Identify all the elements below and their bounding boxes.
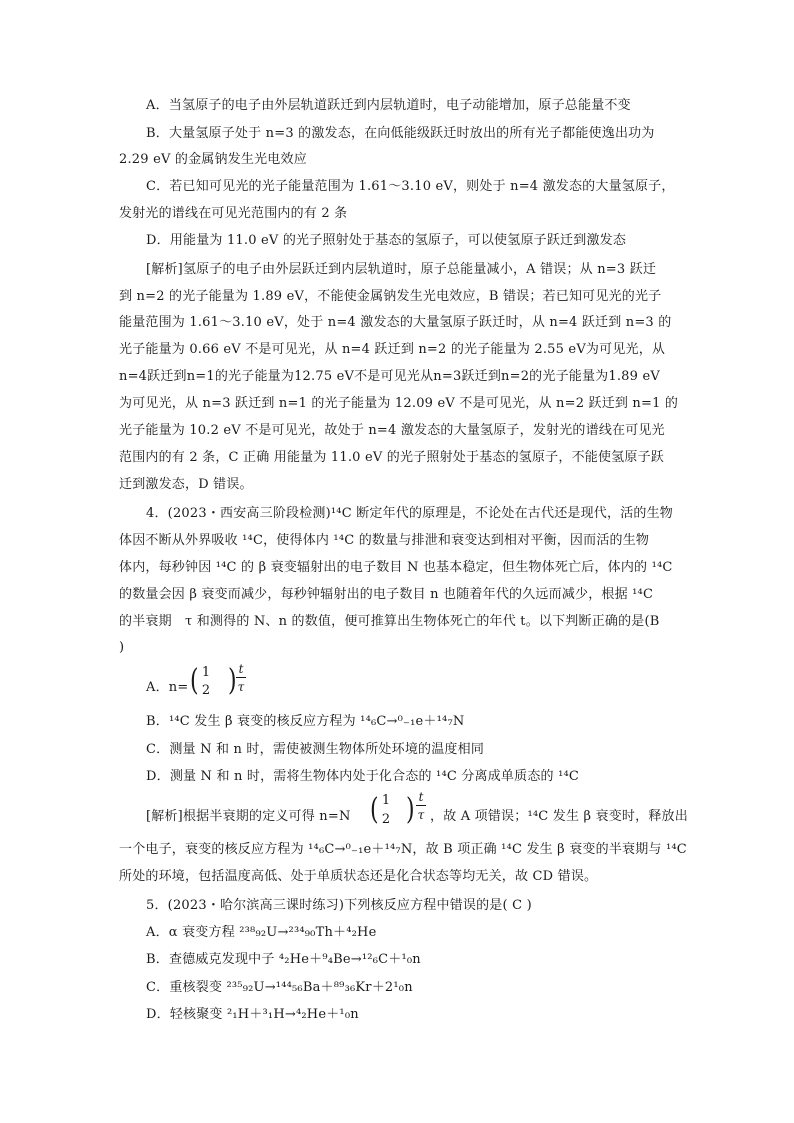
question-5-stem: 5．(2023・哈尔滨高三课时练习)下列核反应方程中错误的是( C ) bbox=[146, 898, 532, 913]
analysis-line: 能量范围为 1.61～3.10 eV，处于 n=4 激发态的大量氢原子跃迁时，从 n=4 跃迁到 n=3 的 bbox=[119, 315, 672, 330]
exponent-numerator-2: t bbox=[418, 790, 424, 804]
analysis-line: n=4跃迁到n=1的光子能量为12.75 eV不是可见光从n=3跃迁到n=2的光子能量为1.89 eV bbox=[119, 369, 660, 384]
formula-open-paren-2: ( bbox=[370, 793, 379, 828]
q4-analysis: 所处的环境，包括温度高低、处于单质状态还是化合状态等均无关，故 CD 错误。 bbox=[119, 869, 598, 884]
exponent-fraction-bar bbox=[236, 677, 246, 678]
q5-option-b: B．查德威克发现中子 ⁴₂He＋⁹₄Be→¹²₆C＋¹₀n bbox=[146, 952, 421, 967]
option-b: B．大量氢原子处于 n=3 的激发态，在向低能级跃迁时放出的所有光子都能使逸出功为 bbox=[146, 126, 655, 141]
analysis-line: 范围内的有 2 条，C 正确 用能量为 11.0 eV 的光子照射处于基态的氢原子，不能使氢原子跃 bbox=[119, 450, 664, 465]
q4-analysis: [解析]根据半衰期的定义可得 n=N bbox=[146, 809, 351, 824]
analysis-line: 光子能量为 10.2 eV 不是可见光，故处于 n=4 激发态的大量氢原子，发射光的谱线在可见光 bbox=[119, 423, 665, 438]
fraction-denominator-2: 2 bbox=[381, 812, 391, 827]
exponent-denominator: τ bbox=[237, 680, 245, 694]
question-4-stem: 的数量会因 β 衰变而减少，每秒钟辐射出的电子数目 n 也随着年代的久远而减少，根据 ¹⁴C bbox=[119, 587, 654, 602]
option-a: A．当氢原子的电子由外层轨道跃迁到内层轨道时，电子动能增加，原子总能量不变 bbox=[146, 98, 631, 113]
formula-open-paren: ( bbox=[190, 664, 199, 699]
exponent-denominator-2: τ bbox=[417, 808, 425, 822]
q4-option-a: A．n= bbox=[146, 680, 189, 695]
fraction-numerator-2: 1 bbox=[381, 793, 391, 808]
question-4-stem: ) bbox=[119, 640, 125, 655]
q4-analysis: 一个电子，衰变的核反应方程为 ¹⁴₆C→⁰₋₁e＋¹⁴₇N，故 B 项正确 ¹⁴C 发生 β 衰变的半衰期与 ¹⁴C bbox=[119, 842, 687, 857]
question-4-stem: 体因不断从外界吸收 ¹⁴C，使得体内 ¹⁴C 的数量与排泄和衰变达到相对平衡，因而活的生物 bbox=[119, 533, 650, 548]
q4-option-b: B．¹⁴C 发生 β 衰变的核反应方程为 ¹⁴₆C→⁰₋₁e＋¹⁴₇N bbox=[146, 714, 465, 729]
option-b-cont: 2.29 eV 的金属钠发生光电效应 bbox=[119, 152, 307, 167]
fraction-denominator: 2 bbox=[201, 683, 211, 698]
exponent-fraction-bar-2 bbox=[416, 805, 426, 806]
formula-close-paren-2: ) bbox=[406, 793, 415, 828]
q4-option-c: C．测量 N 和 n 时，需使被测生物体所处环境的温度相同 bbox=[146, 742, 485, 757]
q5-option-a: A．α 衰变方程 ²³⁸₉₂U→²³⁴₉₀Th＋⁴₂He bbox=[146, 925, 377, 940]
q5-option-c: C．重核裂变 ²³⁵₉₂U→¹⁴⁴₅₆Ba＋⁸⁹₃₆Kr＋2¹₀n bbox=[146, 980, 413, 995]
exponent-numerator: t bbox=[238, 662, 244, 676]
question-4-stem: 体内，每秒钟因 ¹⁴C 的 β 衰变辐射出的电子数目 N 也基本稳定，但生物体死亡后，体内的 ¹⁴C bbox=[119, 560, 673, 575]
analysis-line: 迁到激发态，D 错误。 bbox=[119, 477, 253, 492]
option-d: D．用能量为 11.0 eV 的光子照射处于基态的氢原子，可以使氢原子跃迁到激发态 bbox=[146, 233, 627, 248]
q5-option-d: D．轻核聚变 ²₁H＋³₁H→⁴₂He＋¹₀n bbox=[146, 1007, 359, 1022]
option-c-cont: 发射光的谱线在可见光范围内的有 2 条 bbox=[119, 206, 348, 221]
option-c: C．若已知可见光的光子能量范围为 1.61～3.10 eV，则处于 n=4 激发态的大量氢原子， bbox=[146, 179, 675, 194]
analysis-line: [解析]氢原子的电子由外层跃迁到内层轨道时，原子总能量减小，A 错误；从 n=3 跃迁 bbox=[146, 262, 657, 277]
analysis-line: 到 n=2 的光子能量为 1.89 eV，不能使金属钠发生光电效应，B 错误；若已知可见光的光子 bbox=[119, 289, 662, 304]
question-4-stem: 的半衰期 τ 和测得的 N、n 的数值，便可推算出生物体死亡的年代 t。以下判断正确的是(B bbox=[119, 614, 660, 629]
q4-analysis-cont: ，故 A 项错误；¹⁴C 发生 β 衰变时，释放出 bbox=[430, 809, 688, 824]
formula-close-paren: ) bbox=[228, 664, 237, 699]
analysis-line: 为可见光，从 n=3 跃迁到 n=1 的光子能量为 12.09 eV 不是可见光，从 n=2 跃迁到 n=1 的 bbox=[119, 396, 679, 411]
question-4-stem: 4．(2023・西安高三阶段检测)¹⁴C 断定年代的原理是，不论处在古代还是现代，活的生物 bbox=[146, 506, 674, 521]
q4-option-d: D．测量 N 和 n 时，需将生物体内处于化合态的 ¹⁴C 分离成单质态的 ¹⁴C bbox=[146, 769, 580, 784]
fraction-numerator: 1 bbox=[201, 665, 211, 680]
analysis-line: 光子能量为 0.66 eV 不是可见光，从 n=4 跃迁到 n=2 的光子能量为 2.55 eV为可见光，从 bbox=[119, 342, 666, 357]
